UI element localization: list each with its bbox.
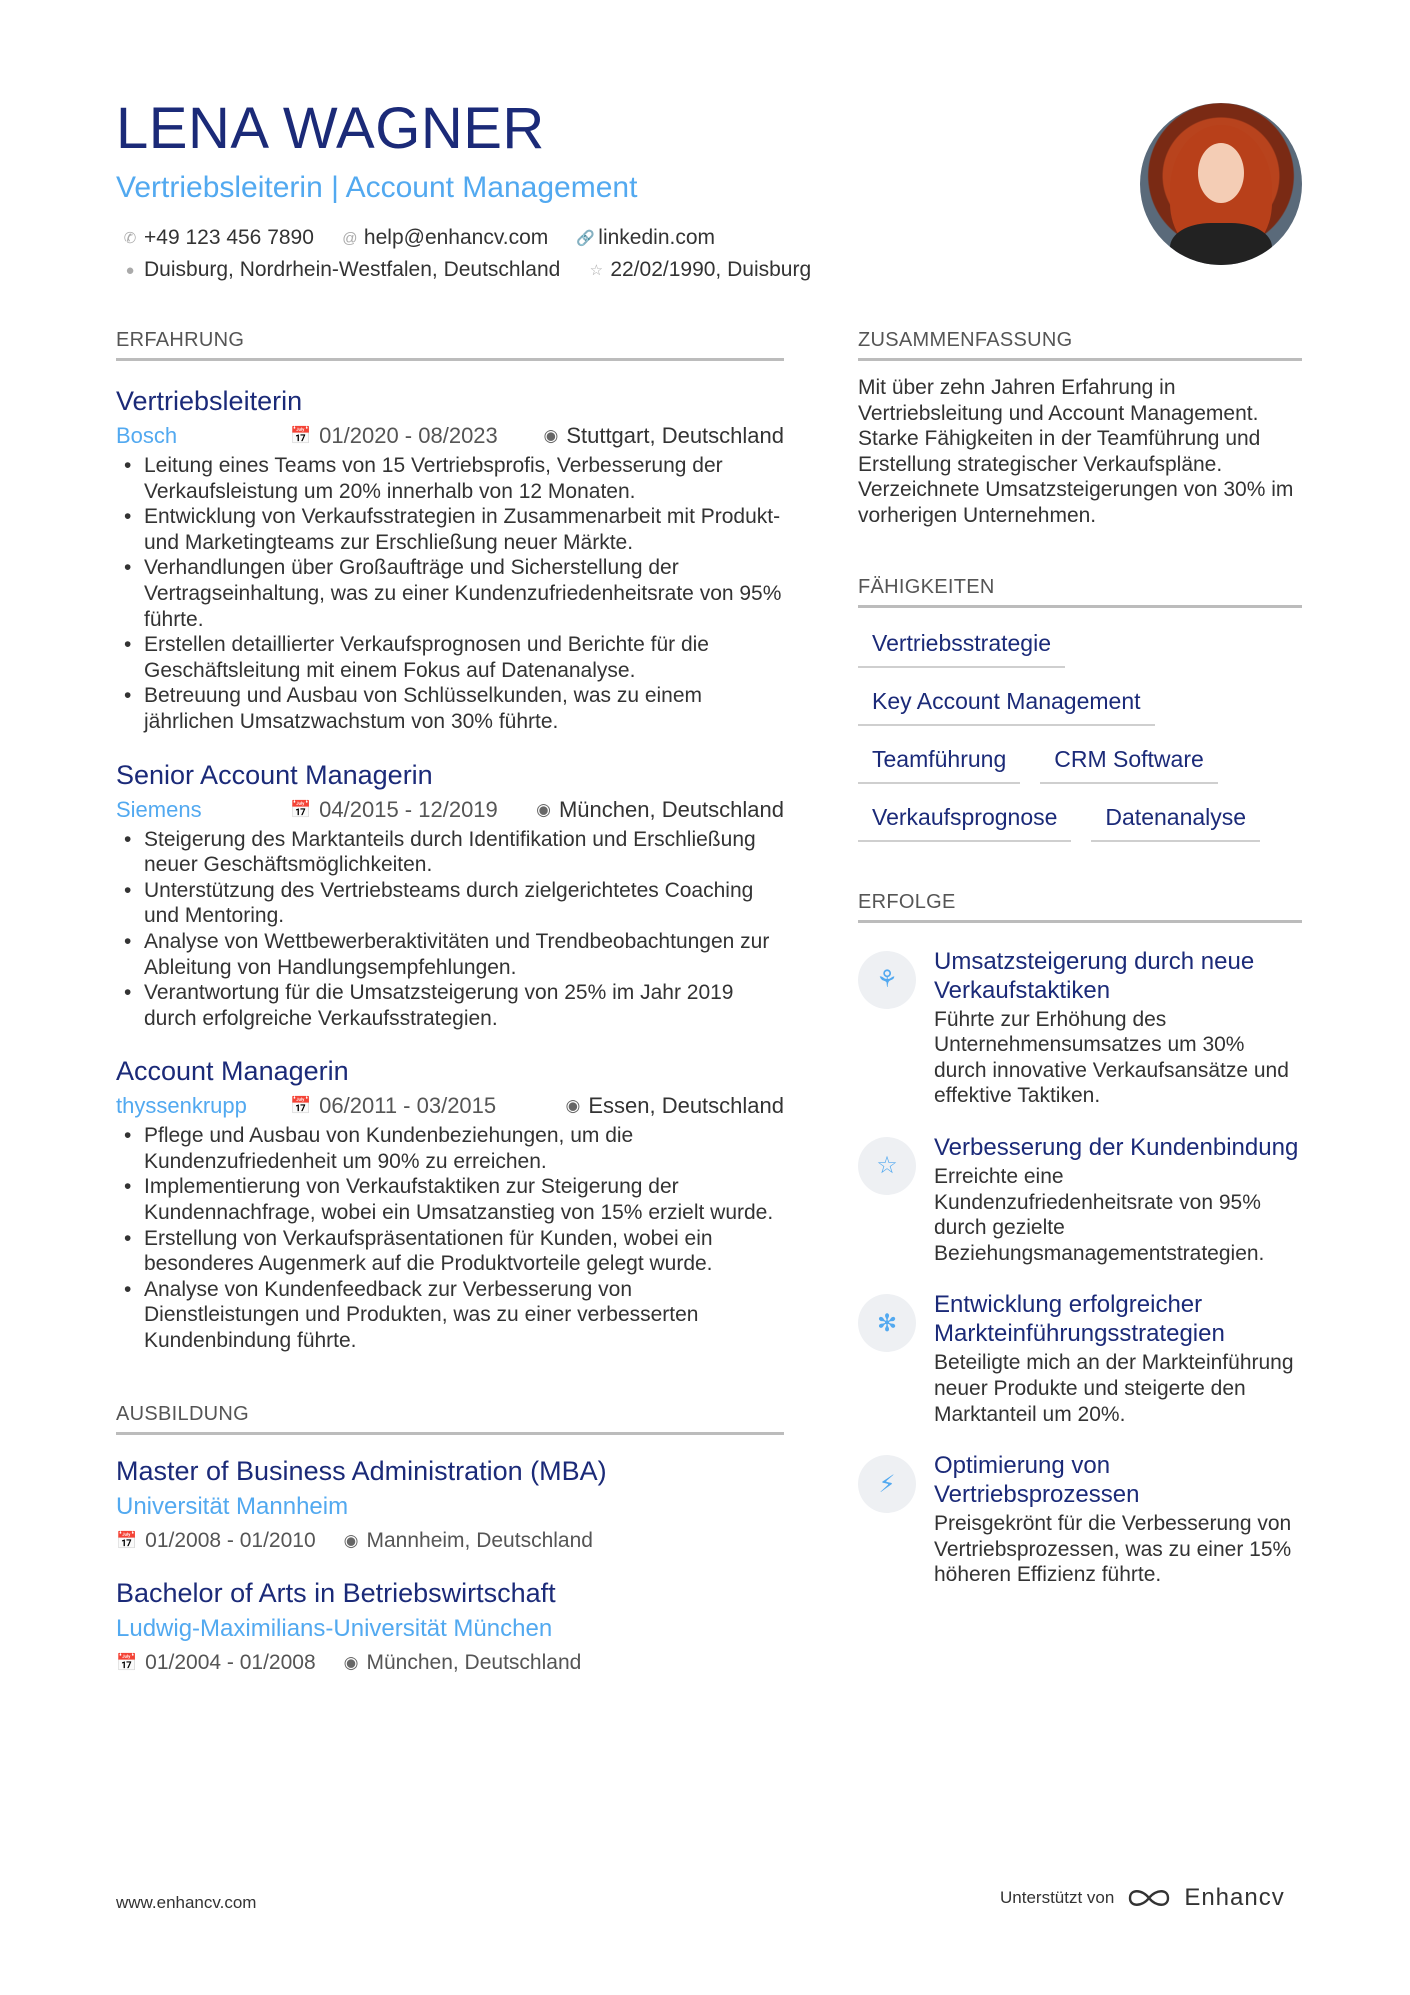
candidate-name: LENA WAGNER [116, 96, 545, 161]
experience-entry [116, 383, 784, 735]
education-entry [116, 1575, 784, 1679]
experience-entry [116, 757, 784, 1032]
edu-location: Mannheim, Deutschland [366, 1528, 593, 1552]
calendar-icon: 📅 [290, 1096, 312, 1116]
education-entry [116, 1453, 784, 1557]
bullet: • Erstellen detaillierter Verkaufsprognosen und Berichte für die Geschäftsleitung mit einem Fokus auf Datenanalyse. [116, 632, 784, 683]
achievement-desc: Führte zur Erhöhung des Unternehmensumsatzes um 30% durch innovative Verkaufsansätze und effektive Taktiken. [934, 1007, 1289, 1108]
company: Siemens [116, 796, 202, 822]
bullet: • Verantwortung für die Umsatzsteigerung von 25% im Jahr 2019 durch erfolgreiche Verkaufsstrategien. [116, 980, 784, 1031]
star-icon: ☆ [858, 1137, 916, 1195]
candidate-title: Vertriebsleiterin | Account Management [116, 171, 638, 204]
location-pin-icon: ◉ [343, 1530, 359, 1550]
achievement-item [858, 1451, 1302, 1588]
edu-dates: 01/2008 - 01/2010 [145, 1528, 316, 1552]
footer-branding [1000, 1884, 1285, 1912]
job-location: Essen, Deutschland [588, 1093, 784, 1119]
right-column [858, 326, 1302, 1588]
skills-heading: FÄHIGKEITEN [858, 573, 1302, 608]
calendar-icon: 📅 [290, 426, 312, 445]
profile-photo [1140, 103, 1302, 265]
skill-tag: Key Account Management [858, 680, 1155, 726]
job-role: Account Managerin [116, 1056, 349, 1087]
achievement-item [858, 1133, 1302, 1266]
achievement-desc: Erreichte eine Kundenzufriedenheitsrate von 95% durch gezielte Beziehungsmanagementstrategien. [934, 1164, 1265, 1265]
job-role: Vertriebsleiterin [116, 386, 303, 416]
bullet: • Steigerung des Marktanteils durch Identifikation und Erschließung neuer Geschäftsmöglichkeiten. [116, 827, 784, 878]
location-pin-icon: ◉ [343, 1652, 359, 1672]
brand-name: Enhancv [1184, 1884, 1285, 1911]
phone-icon: ✆ [123, 230, 137, 247]
location-text: Duisburg, Nordrhein-Westfalen, Deutschland [144, 258, 561, 281]
bullet: • Unterstützung des Vertriebsteams durch zielgerichtetes Coaching und Mentoring. [116, 878, 784, 929]
left-column [116, 326, 784, 1679]
job-dates: 04/2015 - 12/2019 [319, 796, 498, 822]
achievement-item [858, 1290, 1302, 1427]
footer-website[interactable]: www.enhancv.com [116, 1893, 257, 1912]
email[interactable] [342, 226, 548, 250]
contact-info [122, 222, 922, 286]
calendar-icon: 📅 [116, 1652, 138, 1672]
location-pin-icon: ◉ [565, 1096, 581, 1116]
achievement-item [858, 947, 1302, 1109]
calendar-icon: 📅 [290, 799, 312, 819]
edu-dates: 01/2004 - 01/2008 [145, 1650, 316, 1674]
job-location: München, Deutschland [558, 796, 784, 822]
powered-by-text: Unterstützt von [1000, 1888, 1115, 1907]
enhancv-logo-icon [1126, 1885, 1172, 1911]
company: thyssenkrupp [116, 1093, 247, 1119]
achievement-title: Entwicklung erfolgreicher Markteinführungsstrategien [934, 1291, 1225, 1348]
birth-text: 22/02/1990, Duisburg [610, 258, 812, 281]
bullet: • Analyse von Wettbewerberaktivitäten und Trendbeobachtungen zur Ableitung von Handlungsempfehlungen. [116, 929, 784, 980]
skill-tag: Vertriebsstrategie [858, 622, 1065, 668]
bullet: • Erstellung von Verkaufspräsentationen für Kunden, wobei ein besonderes Augenmerk auf die Produktvorteile gelegt wurde. [116, 1226, 784, 1277]
skills-list [858, 622, 1302, 842]
achievement-title: Umsatzsteigerung durch neue Verkaufstaktiken [934, 947, 1255, 1004]
achievement-desc: Beteiligte mich an der Markteinführung neuer Produkte und steigerte den Marktanteil um 20%. [934, 1351, 1294, 1426]
degree: Bachelor of Arts in Betriebswirtschaft [116, 1577, 556, 1608]
job-dates: 06/2011 - 03/2015 [319, 1093, 497, 1119]
summary-text: Mit über zehn Jahren Erfahrung in Vertriebsleitung und Account Management. Starke Fähigkeiten in der Teamführung und Erstellung strategischer Verkaufspläne. Verzeichnete Umsatzsteigerungen von 30% im vorherigen Unternehmen. [858, 376, 1294, 527]
achievement-title: Optimierung von Vertriebsprozessen [934, 1452, 1140, 1509]
lightning-icon: ⚡ [858, 1455, 916, 1513]
location-pin-icon: ◉ [536, 799, 551, 819]
bullet: • Entwicklung von Verkaufsstrategien in Zusammenarbeit mit Produkt- und Marketingteams zur Erschließung neuer Märkte. [116, 504, 784, 555]
bullet: • Verhandlungen über Großaufträge und Sicherstellung der Vertragseinhaltung, was zu einer Kundenzufriedenheitsrate von 95% führte. [116, 555, 784, 632]
skill-tag: Datenanalyse [1091, 796, 1260, 842]
summary-heading: ZUSAMMENFASSUNG [858, 326, 1302, 361]
edu-location: München, Deutschland [366, 1650, 582, 1674]
email-text: help@enhancv.com [363, 226, 549, 249]
location-pin-icon: ◉ [543, 426, 559, 445]
linkedin[interactable] [576, 226, 715, 250]
birth [588, 258, 811, 282]
phone-text: +49 123 456 7890 [144, 226, 314, 249]
star-outline-icon: ☆ [589, 262, 604, 279]
skill-tag: CRM Software [1040, 738, 1218, 784]
job-bullets [116, 1123, 784, 1353]
education-heading: AUSBILDUNG [116, 1400, 784, 1435]
calendar-icon: 📅 [116, 1530, 138, 1550]
job-role: Senior Account Managerin [116, 759, 433, 790]
phone [122, 226, 314, 250]
skill-tag: Verkaufsprognose [858, 796, 1071, 842]
job-location: Stuttgart, Deutschland [566, 423, 784, 448]
location-pin-icon: ● [125, 261, 135, 279]
bullet: • Pflege und Ausbau von Kundenbeziehungen, um die Kundenzufriedenheit um 90% zu erreichen. [116, 1123, 784, 1174]
school: Universität Mannheim [116, 1492, 349, 1520]
degree: Master of Business Administration (MBA) [116, 1455, 607, 1486]
location [122, 258, 560, 282]
job-dates: 01/2020 - 08/2023 [319, 423, 498, 448]
brain-icon: ✻ [858, 1294, 916, 1352]
company: Bosch [116, 423, 178, 448]
linkedin-text: linkedin.com [598, 226, 716, 249]
at-icon: @ [342, 229, 358, 247]
job-bullets [116, 827, 784, 1032]
bullet: • Leitung eines Teams von 15 Vertriebsprofis, Verbesserung der Verkaufsleistung um 20% innerhalb von 12 Monaten. [116, 453, 784, 504]
bullet: • Analyse von Kundenfeedback zur Verbesserung von Dienstleistungen und Produkten, was zu einer verbesserten Kundenbindung führte. [116, 1277, 784, 1354]
experience-entry [116, 1053, 784, 1353]
achievements-heading: ERFOLGE [858, 888, 1302, 923]
award-icon: ⚘ [858, 951, 916, 1009]
experience-heading: ERFAHRUNG [116, 326, 784, 361]
achievement-title: Verbesserung der Kundenbindung [934, 1133, 1299, 1161]
skill-tag: Teamführung [858, 738, 1020, 784]
job-bullets [116, 453, 784, 735]
link-icon: 🔗 [576, 230, 595, 247]
bullet: • Implementierung von Verkaufstaktiken zur Steigerung der Kundennachfrage, wobei ein Umsatzanstieg von 15% erzielt wurde. [116, 1174, 784, 1225]
bullet: • Betreuung und Ausbau von Schlüsselkunden, was zu einem jährlichen Umsatzwachstum von 30% führte. [116, 683, 784, 734]
school: Ludwig-Maximilians-Universität München [116, 1614, 553, 1642]
achievement-desc: Preisgekrönt für die Verbesserung von Vertriebsprozessen, was zu einer 15% höheren Effizienz führte. [934, 1512, 1292, 1587]
